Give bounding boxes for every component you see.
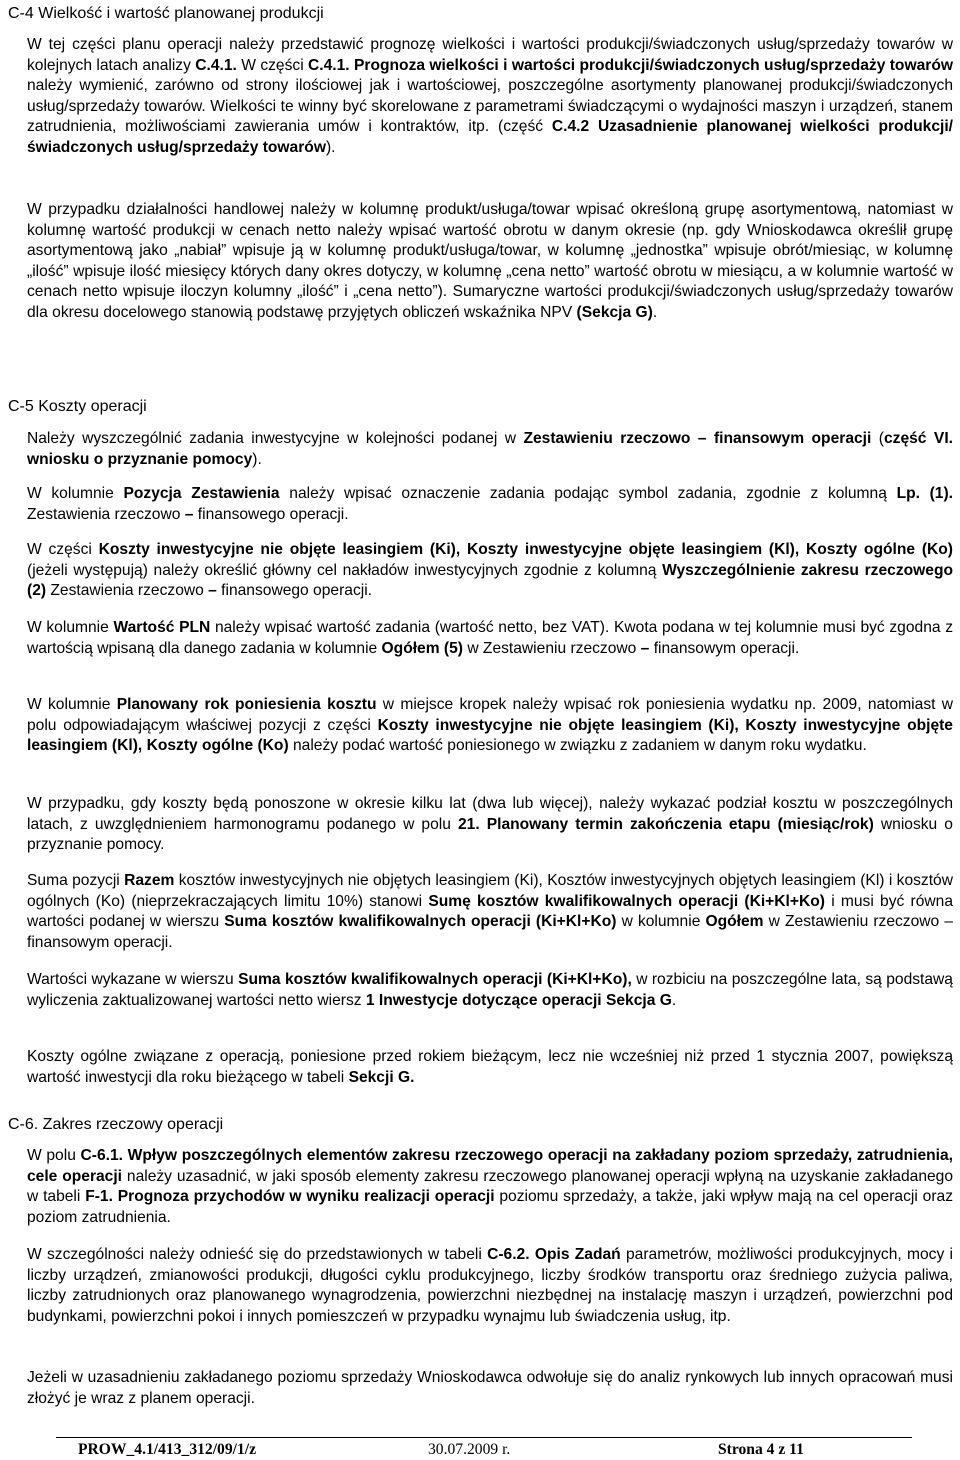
footer-date: 30.07.2009 r. — [428, 1441, 511, 1458]
text-run: kosztów inwestycyjnych nie objętych leasingiem (Ki), Kosztów inwestycyjnych objętych leasingiem (Kl) i kosztów ogólnych (Ko) (nieprzekraczających limitu 10%) stanowi — [27, 872, 953, 910]
bold-text-run: Sekcji G. — [348, 1068, 415, 1086]
paragraph — [27, 794, 953, 856]
bold-text-run: F-1. Prognoza przychodów w wyniku realizacji operacji — [85, 1188, 495, 1206]
page-footer — [0, 1440, 960, 1460]
bold-text-run: 21. Planowany termin zakończenia etapu (miesiąc/rok) — [457, 815, 874, 833]
text-run: wniosku o przyznanie pomocy. — [27, 815, 953, 854]
section-heading-c6: C-6. Zakres rzeczowy operacji — [8, 1116, 224, 1133]
paragraph — [27, 1146, 953, 1228]
bold-text-run: C.4.1. Prognoza wielkości i wartości produkcji/świadczonych usług/sprzedaży towarów — [308, 56, 953, 74]
paragraph — [27, 200, 953, 324]
paragraph — [27, 484, 953, 525]
bold-text-run: Planowany rok poniesienia kosztu — [116, 696, 377, 713]
paragraph — [27, 429, 953, 470]
text-run: (jeżeli występują) należy określić główny cel nakładów inwestycyjnych zgodnie z kolumną — [27, 561, 663, 579]
bold-text-run: Suma kosztów kwalifikowalnych operacji (Ki+Kl+Ko), — [238, 971, 632, 988]
text-run: W przypadku, gdy koszty będą ponoszone w okresie kilku lat (dwa lub więcej), należy wykazać podział kosztu w poszczególnych latach, z uwzględnieniem harmonogramu podanego w polu — [27, 795, 953, 833]
text-run: Wartości wykazane w wierszu — [27, 971, 239, 988]
paragraph — [27, 871, 953, 953]
bold-text-run: – — [640, 639, 650, 657]
paragraph — [27, 618, 953, 659]
bold-text-run: Ogółem — [705, 913, 764, 931]
text-run: w kolumnie — [616, 913, 706, 931]
text-run: poziomu sprzedaży, a także, jaki wpływ mają na cel operacji oraz poziom zatrudnienia. — [27, 1188, 953, 1226]
section-heading-c4: C-4 Wielkość i wartość planowanej produkcji — [8, 5, 324, 22]
text-run: należy podać wartość poniesionego w związku z zadaniem w danym roku wydatku. — [288, 737, 867, 755]
bold-text-run: – — [208, 582, 217, 600]
bold-text-run: Zestawieniu rzeczowo – finansowym operacji — [523, 430, 872, 447]
paragraph — [27, 970, 953, 1011]
footer-page-number: Strona 4 z 11 — [718, 1441, 804, 1458]
text-run: w miejsce kropek należy wpisać rok poniesienia wydatku np. 2009, natomiast w polu odpowiadającym właściwej pozycji z części — [27, 696, 953, 734]
text-run: W tej części planu operacji należy przedstawić prognozę wielkości i wartości produkcji/świadczonych usług/sprzedaży towarów w kolejnych latach analizy — [27, 36, 953, 74]
text-run: Należy wyszczególnić zadania inwestycyjne w kolejności podanej w — [27, 430, 524, 447]
paragraph — [27, 1368, 953, 1409]
text-run: W części — [236, 56, 309, 74]
text-run: W przypadku działalności handlowej należy w kolumnę produkt/usługa/towar wpisać określoną grupę asortymentową, natomiast w kolumnę wartość produkcji w cenach netto należy wpisać wartość obrotu w danym okresie (np. gdy Wnioskodawca określił grupę asortymentową jako „nabiał” wpisuje ją w kolumnę produkt/usługa/towar, w kolumnę „jednostka” wpisuje obrót/miesiąc, w kolumnę „ilość” wpisuje ilość miesięcy których dany okres dotyczy, w kolumnę „cena netto” wartość obrotu w miesiącu, a w kolumnie wartość w cenach netto wpisuje iloczyn kolumny „ilość” i „cena netto”). Sumaryczne wartości produkcji/świadczonych usług/sprzedaży towarów dla okresu docelowego stanowią podstawę przyjętych obliczeń wskaźnika NPV — [27, 201, 953, 321]
text-run: Zestawienia rzeczowo — [46, 582, 209, 600]
text-run: Zestawienia rzeczowo — [27, 505, 185, 523]
bold-text-run: 1 Inwestycje dotyczące operacji Sekcja G — [365, 991, 672, 1009]
bold-text-run: Koszty inwestycyjne nie objęte leasingiem (Ki), Koszty inwestycyjne objęte leasingiem (Kl), Koszty ogólne (Ko) — [27, 716, 953, 755]
bold-text-run: część VI. wniosku o przyznanie pomocy — [27, 430, 953, 468]
bold-text-run: C-6.2. Opis Zadań — [487, 1246, 621, 1263]
text-run: W szczególności należy odnieść się do przedstawionych w tabeli — [27, 1246, 488, 1263]
bold-text-run: (Sekcja G) — [576, 303, 653, 321]
text-run: W kolumnie — [27, 696, 117, 713]
footer-divider — [56, 1437, 912, 1438]
bold-text-run: Lp. (1). — [896, 485, 954, 502]
bold-text-run: C.4.1. — [195, 56, 237, 74]
text-run: finansowego operacji. — [216, 582, 372, 600]
text-run: ). — [252, 450, 262, 468]
paragraph — [27, 540, 953, 602]
text-run: finansowego operacji. — [193, 505, 349, 523]
bold-text-run: Wyszczególnienie zakresu rzeczowego (2) — [27, 561, 953, 600]
text-run: Koszty ogólne związane z operacją, poniesione przed rokiem bieżącym, lecz nie wcześniej niż przed 1 stycznia 2007, powiększą wartość inwestycji dla roku bieżącego w tabeli — [27, 1048, 953, 1086]
section-heading-c5: C-5 Koszty operacji — [8, 398, 147, 415]
text-run: i musi być równa wartości podanej w wierszu — [27, 892, 953, 931]
text-run: W części — [27, 541, 99, 558]
text-run: finansowym operacji. — [649, 639, 800, 657]
footer-document-id: PROW_4.1/413_312/09/1/z — [78, 1441, 257, 1458]
text-run: w Zestawieniu rzeczowo — [463, 639, 641, 657]
bold-text-run: C-6.1. Wpływ poszczególnych elementów zakresu rzeczowego operacji na zakładany poziom sprzedaży, zatrudnienia, cele operacji — [27, 1147, 953, 1185]
paragraph — [27, 1047, 953, 1088]
text-run: . — [652, 303, 658, 321]
bold-text-run: Razem — [124, 872, 175, 889]
bold-text-run: Sumę kosztów kwalifikowalnych operacji (Ki+Kl+Ko) — [428, 892, 825, 910]
paragraph — [27, 695, 953, 757]
text-run: należy wpisać oznaczenie zadania podając symbol zadania, zgodnie z kolumną — [279, 485, 897, 502]
text-run: W polu — [27, 1147, 81, 1164]
text-run: parametrów, możliwości produkcyjnych, mocy i liczby urządzeń, zmianowości produkcji, długości cyklu produkcyjnego, liczby środków transportu oraz średniego zużycia paliwa, liczby zatrudnionych oraz planowanego wynagrodzenia, powierzchni niezbędnej na instalację maszyn i urządzeń, powierzchni pod budynkami, powierzchni pokoi i innych pomieszczeń w przypadku wynajmu lub świadczenia usług, itp. — [27, 1246, 954, 1325]
text-run: w rozbiciu na poszczególne lata, są podstawą wyliczenia zaktualizowanej wartości netto wiersz — [27, 971, 953, 1009]
bold-text-run: Ogółem (5) — [381, 639, 463, 657]
text-run: ). — [325, 138, 336, 156]
paragraph — [27, 35, 953, 159]
bold-text-run: Wartość PLN — [113, 619, 211, 636]
text-run: ( — [871, 430, 884, 447]
text-run: W kolumnie — [27, 485, 124, 502]
paragraph — [27, 1245, 953, 1327]
text-run: Suma pozycji — [27, 872, 125, 889]
bold-text-run: C.4.2 Uzasadnienie planowanej wielkości produkcji/świadczonych usług/sprzedaży towarów — [27, 118, 953, 156]
bold-text-run: Suma kosztów kwalifikowalnych operacji (Ki+Kl+Ko) — [224, 913, 617, 931]
text-run: należy wpisać wartość zadania (wartość netto, bez VAT). Kwota podana w tej kolumnie musi być zgodna z wartością wpisaną dla danego zadania w kolumnie — [27, 619, 954, 657]
text-run: należy wymienić, zarówno od strony ilościowej jak i wartościowej, poszczególne asortymenty planowanej produkcji/świadczonych usług/sprzedaży towarów. Wielkości te winny być skorelowane z parametrami świadczącymi o wydajności maszyn i urządzeń, stanem zatrudnienia, możliwościami zawierania umów i kontraktów, itp. (część — [27, 77, 953, 136]
text-run: w Zestawieniu rzeczowo – finansowym operacji. — [27, 913, 954, 951]
text-run: . — [671, 991, 677, 1009]
bold-text-run: Pozycja Zestawienia — [123, 485, 280, 502]
text-run: Jeżeli w uzasadnieniu zakładanego poziomu sprzedaży Wnioskodawca odwołuje się do analiz rynkowych lub innych opracowań musi złożyć je wraz z planem operacji. — [27, 1369, 953, 1407]
text-run: W kolumnie — [27, 619, 114, 636]
bold-text-run: Koszty inwestycyjne nie objęte leasingiem (Ki), Koszty inwestycyjne objęte leasingiem (Kl), Koszty ogólne (Ko) — [98, 541, 953, 558]
bold-text-run: – — [184, 505, 194, 523]
text-run: należy uzasadnić, w jaki sposób elementy zakresu rzeczowego planowanej operacji wpłyną na uzyskanie zakładanego w tabeli — [27, 1167, 954, 1206]
